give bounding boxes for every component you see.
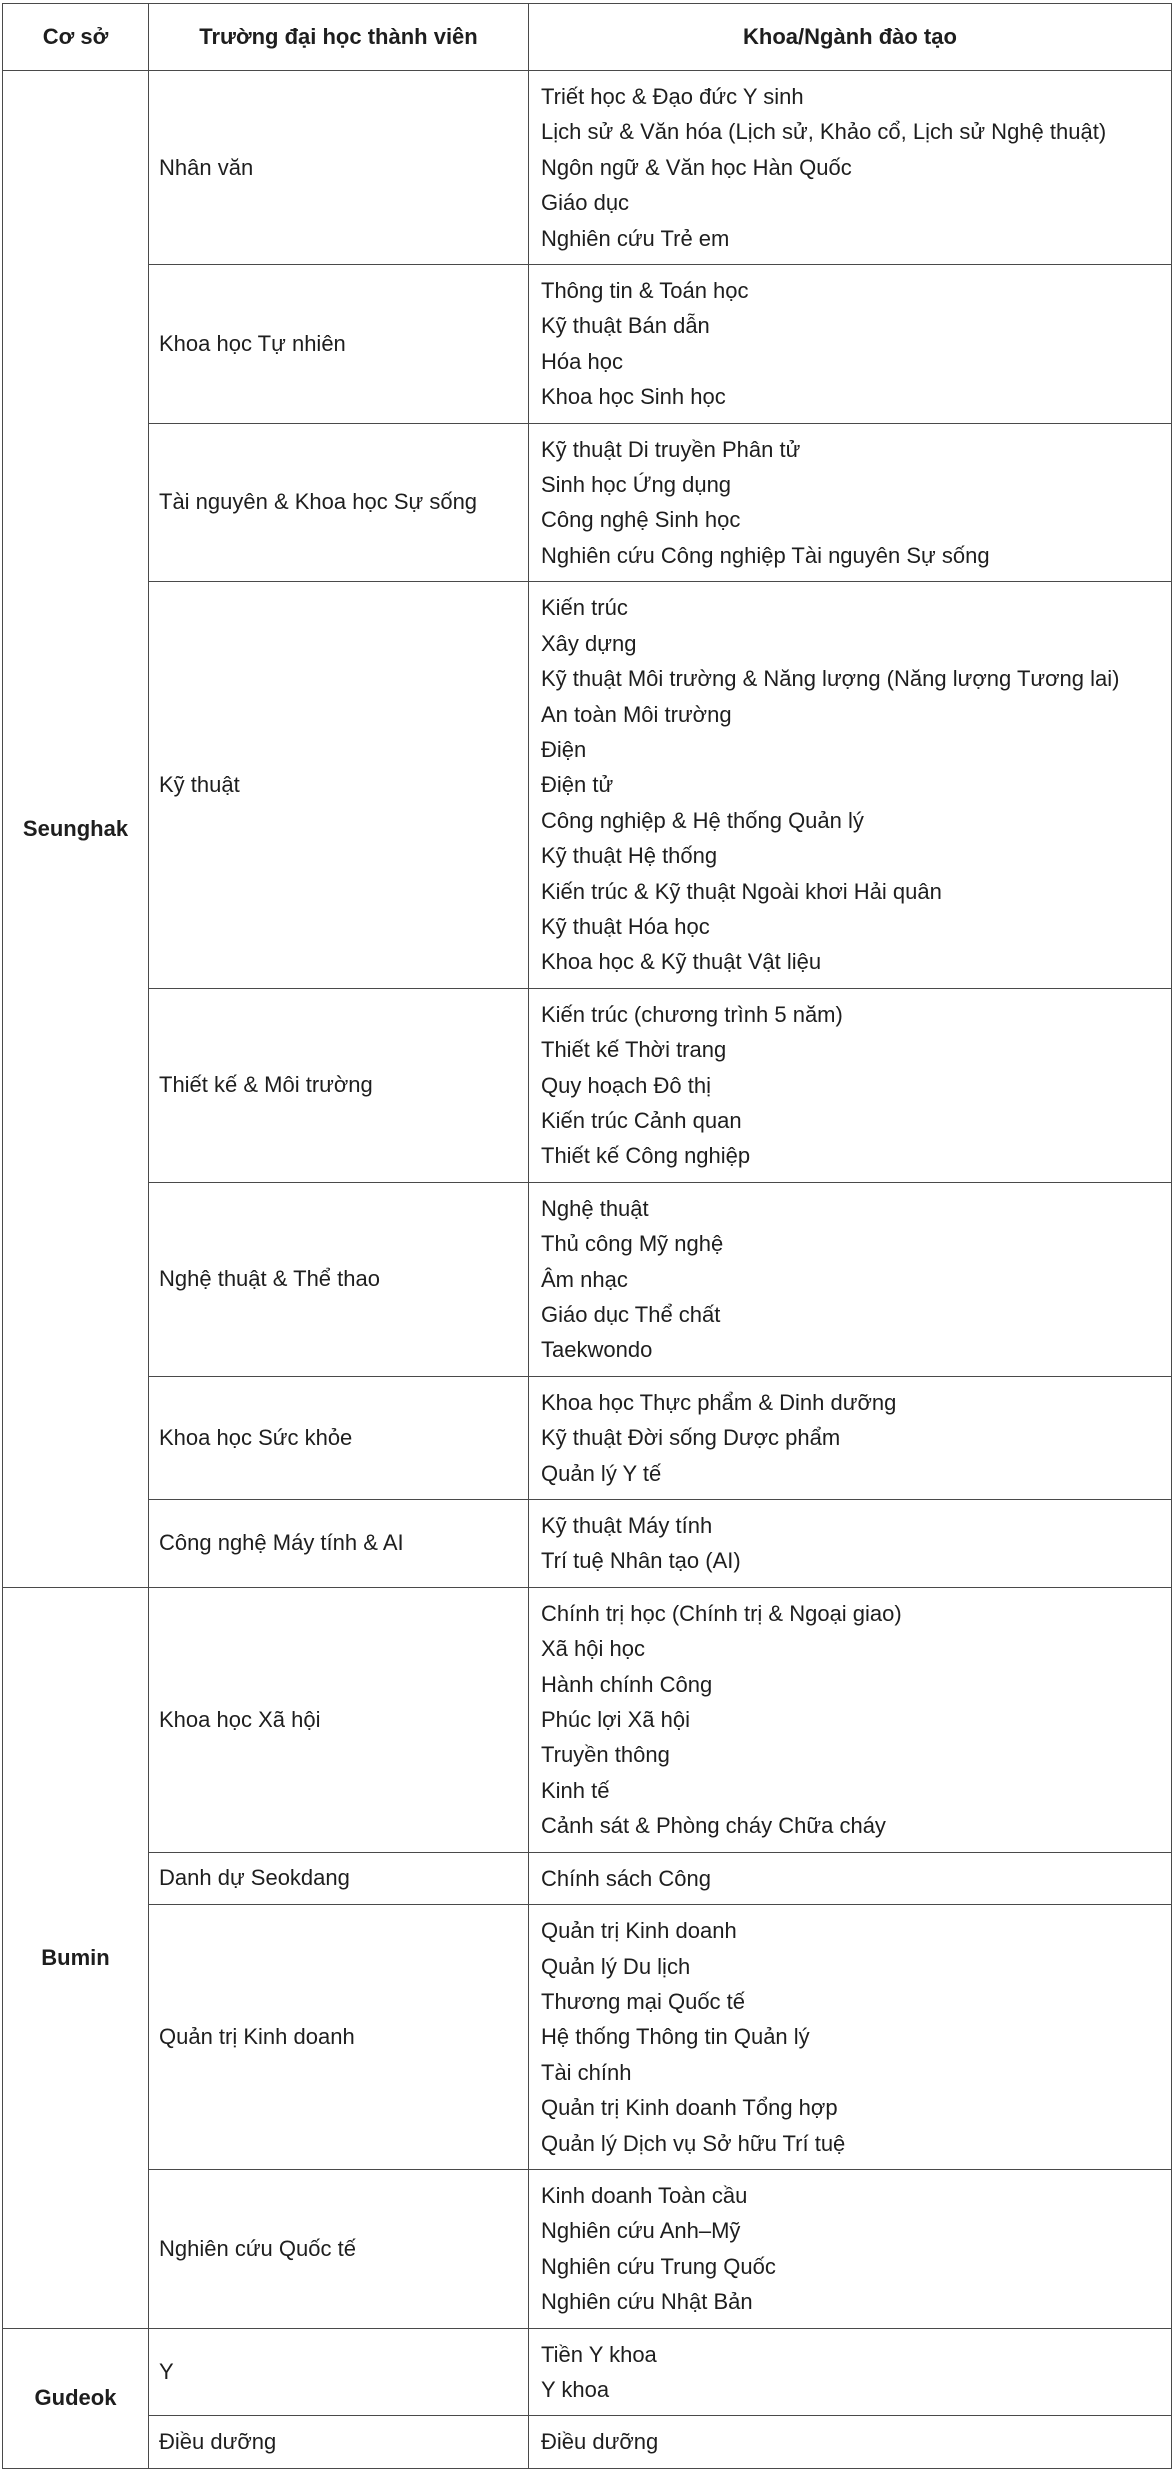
major-item: Khoa học & Kỹ thuật Vật liệu — [541, 949, 822, 975]
major-item: Điện tử — [541, 772, 614, 798]
major-item: Kinh tế — [541, 1777, 610, 1803]
majors-cell — [529, 1182, 1172, 1376]
major-item: Sinh học Ứng dụng — [541, 472, 732, 498]
majors-cell — [529, 988, 1172, 1182]
major-item: Kiến trúc (chương trình 5 năm) — [541, 1001, 843, 1027]
major-item: Quản lý Du lịch — [541, 1953, 691, 1979]
major-item: Kỹ thuật Môi trường & Năng lượng (Năng lượng Tương lai) — [541, 666, 1120, 692]
table-row — [3, 71, 1172, 265]
major-item: Khoa học Thực phẩm & Dinh dưỡng — [541, 1389, 897, 1415]
major-item: Nghiên cứu Công nghiệp Tài nguyên Sự sống — [541, 542, 990, 568]
table-row — [3, 1852, 1172, 1904]
table-body — [3, 71, 1172, 2469]
major-item: Điều dưỡng — [541, 2429, 659, 2455]
table-row — [3, 988, 1172, 1182]
majors-cell — [529, 2169, 1172, 2328]
college-cell: Quản trị Kinh doanh — [149, 1905, 529, 2170]
major-item: Khoa học Sinh học — [541, 384, 726, 410]
major-item: Thương mại Quốc tế — [541, 1988, 746, 2014]
major-item: Xã hội học — [541, 1636, 645, 1662]
majors-cell — [529, 71, 1172, 265]
table-row — [3, 1500, 1172, 1588]
majors-cell — [529, 423, 1172, 582]
table-row — [3, 423, 1172, 582]
college-cell: Danh dự Seokdang — [149, 1852, 529, 1904]
major-item: Nghiên cứu Trẻ em — [541, 225, 730, 251]
major-item: Truyền thông — [541, 1742, 670, 1768]
college-cell: Nhân văn — [149, 71, 529, 265]
majors-cell — [529, 1376, 1172, 1499]
major-item: Kiến trúc & Kỹ thuật Ngoài khơi Hải quân — [541, 878, 942, 904]
major-item: Kỹ thuật Hóa học — [541, 913, 710, 939]
major-item: Công nghiệp & Hệ thống Quản lý — [541, 807, 864, 833]
majors-cell — [529, 2416, 1172, 2468]
major-item: Kỹ thuật Hệ thống — [541, 843, 718, 869]
college-cell: Điều dưỡng — [149, 2416, 529, 2468]
table-row — [3, 2416, 1172, 2468]
college-cell: Công nghệ Máy tính & AI — [149, 1500, 529, 1588]
major-item: Kỹ thuật Máy tính — [541, 1513, 713, 1539]
major-item: Triết học & Đạo đức Y sinh — [541, 84, 804, 109]
major-item: Quản lý Dịch vụ Sở hữu Trí tuệ — [541, 2130, 846, 2156]
major-item: Thông tin & Toán học — [541, 278, 749, 304]
major-item: Xây dựng — [541, 630, 637, 656]
major-item: Kỹ thuật Đời sống Dược phẩm — [541, 1425, 841, 1451]
major-item: Thủ công Mỹ nghệ — [541, 1231, 724, 1257]
major-item: Ngôn ngữ & Văn học Hàn Quốc — [541, 154, 852, 180]
major-item: Thiết kế Công nghiệp — [541, 1143, 751, 1169]
major-item: Hành chính Công — [541, 1671, 713, 1697]
table-row — [3, 1905, 1172, 2170]
college-cell: Tài nguyên & Khoa học Sự sống — [149, 423, 529, 582]
college-cell: Khoa học Tự nhiên — [149, 265, 529, 424]
major-item: Chính sách Công — [541, 1865, 711, 1891]
major-item: Nghiên cứu Trung Quốc — [541, 2253, 776, 2279]
table-row — [3, 1182, 1172, 1376]
majors-cell — [529, 265, 1172, 424]
major-item: Tiền Y khoa — [541, 2341, 657, 2367]
majors-cell — [529, 1852, 1172, 1904]
major-item: Kỹ thuật Bán dẫn — [541, 313, 710, 339]
major-item: Điện — [541, 736, 587, 762]
major-item: Giáo dục — [541, 190, 630, 216]
majors-cell — [529, 2328, 1172, 2416]
college-cell: Y — [149, 2328, 529, 2416]
campus-cell: Bumin — [3, 1587, 149, 2328]
table-row — [3, 1587, 1172, 1852]
table-row — [3, 2328, 1172, 2416]
college-majors-table — [2, 3, 1172, 2469]
major-item: Chính trị học (Chính trị & Ngoại giao) — [541, 1600, 902, 1626]
major-item: Lịch sử & Văn hóa (Lịch sử, Khảo cổ, Lịch sử Nghệ thuật) — [541, 119, 1107, 145]
major-item: Nghệ thuật — [541, 1195, 649, 1221]
header-majors: Khoa/Ngành đào tạo — [529, 4, 1172, 71]
college-cell: Nghiên cứu Quốc tế — [149, 2169, 529, 2328]
college-cell: Khoa học Sức khỏe — [149, 1376, 529, 1499]
major-item: Nghiên cứu Anh–Mỹ — [541, 2218, 741, 2244]
major-item: Kinh doanh Toàn cầu — [541, 2182, 748, 2208]
majors-cell — [529, 1500, 1172, 1588]
college-cell: Thiết kế & Môi trường — [149, 988, 529, 1182]
major-item: Trí tuệ Nhân tạo (AI) — [541, 1548, 741, 1574]
major-item: Kiến trúc — [541, 595, 628, 621]
major-item: Giáo dục Thể chất — [541, 1302, 721, 1327]
majors-cell — [529, 1905, 1172, 2170]
major-item: Quản trị Kinh doanh Tổng hợp — [541, 2095, 838, 2121]
table-row — [3, 2169, 1172, 2328]
college-cell: Nghệ thuật & Thể thao — [149, 1182, 529, 1376]
majors-cell — [529, 1587, 1172, 1852]
major-item: Hóa học — [541, 348, 623, 374]
major-item: Kỹ thuật Di truyền Phân tử — [541, 436, 801, 462]
major-item: Quy hoạch Đô thị — [541, 1072, 711, 1098]
major-item: Tài chính — [541, 2059, 632, 2085]
campus-cell: Gudeok — [3, 2328, 149, 2468]
header-row — [3, 4, 1172, 71]
majors-cell — [529, 582, 1172, 988]
college-cell: Kỹ thuật — [149, 582, 529, 988]
header-campus: Cơ sở — [3, 4, 149, 71]
major-item: Hệ thống Thông tin Quản lý — [541, 2024, 810, 2050]
major-item: Quản lý Y tế — [541, 1460, 662, 1486]
major-item: Âm nhạc — [541, 1266, 628, 1292]
college-cell: Khoa học Xã hội — [149, 1587, 529, 1852]
major-item: Y khoa — [541, 2376, 610, 2402]
header-college: Trường đại học thành viên — [149, 4, 529, 71]
major-item: Công nghệ Sinh học — [541, 507, 741, 533]
table-row — [3, 582, 1172, 988]
major-item: Taekwondo — [541, 1337, 653, 1363]
major-item: Cảnh sát & Phòng cháy Chữa cháy — [541, 1813, 886, 1839]
table-row — [3, 1376, 1172, 1499]
major-item: Nghiên cứu Nhật Bản — [541, 2289, 753, 2315]
major-item: Kiến trúc Cảnh quan — [541, 1107, 742, 1133]
campus-cell: Seunghak — [3, 71, 149, 1588]
major-item: Quản trị Kinh doanh — [541, 1918, 737, 1944]
major-item: Thiết kế Thời trang — [541, 1037, 727, 1063]
major-item: Phúc lợi Xã hội — [541, 1707, 690, 1733]
major-item: An toàn Môi trường — [541, 701, 732, 727]
table-row — [3, 265, 1172, 424]
